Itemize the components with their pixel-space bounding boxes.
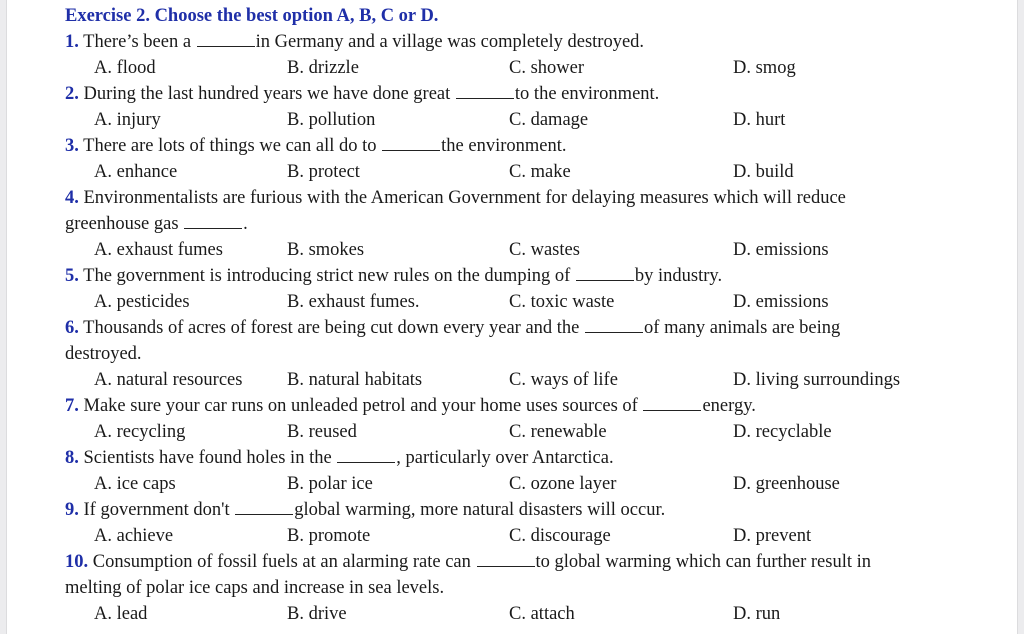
question-number: 4. [65,188,79,208]
question-10-continued: melting of polar ice caps and increase in sea levels. [65,578,445,598]
answer-blank [576,263,634,281]
option-d[interactable]: D. hurt [733,110,786,130]
question-text: There’s been a [83,32,196,52]
question-4 [65,185,965,211]
option-c[interactable]: C. renewable [509,422,607,442]
question-text: There are lots of things we can all do to [83,136,382,156]
option-d[interactable]: D. living surroundings [733,370,901,390]
question-8 [65,445,965,471]
question-text: Environmentalists are furious with the American Government for delaying measures which will reduce [83,188,846,208]
option-c[interactable]: C. toxic waste [509,292,615,312]
option-a[interactable]: A. recycling [94,422,186,442]
left-border [0,0,7,634]
question-number: 2. [65,84,79,104]
question-number: 5. [65,266,79,286]
option-b[interactable]: B. smokes [287,240,365,260]
option-c[interactable]: C. attach [509,604,575,624]
question-text: , particularly over Antarctica. [396,448,614,468]
option-d[interactable]: D. prevent [733,526,812,546]
option-d[interactable]: D. emissions [733,240,829,260]
question-text: If government don't [83,500,235,520]
question-text: During the last hundred years we have done great [83,84,455,104]
question-number: 6. [65,318,79,338]
options-row-4 [65,237,965,263]
option-a[interactable]: A. natural resources [94,370,243,390]
question-text: to the environment. [514,84,660,104]
option-a[interactable]: A. flood [94,58,156,78]
option-c[interactable]: C. wastes [509,240,580,260]
options-row-10 [65,601,965,627]
option-a[interactable]: A. exhaust fumes [94,240,223,260]
answer-blank [585,315,643,333]
question-text: Consumption of fossil fuels at an alarming rate can [92,552,476,572]
option-a[interactable]: A. pesticides [94,292,190,312]
option-b[interactable]: B. reused [287,422,357,442]
question-9 [65,497,965,523]
question-6 [65,315,965,341]
option-d[interactable]: D. smog [733,58,796,78]
option-b[interactable]: B. promote [287,526,371,546]
option-c[interactable]: C. ways of life [509,370,618,390]
option-a[interactable]: A. achieve [94,526,174,546]
question-number: 9. [65,500,79,520]
question-text: of many animals are being [644,318,841,338]
question-number: 8. [65,448,79,468]
question-1 [65,29,965,55]
question-4-continued [65,211,965,237]
options-row-7 [65,419,965,445]
option-b[interactable]: B. natural habitats [287,370,423,390]
option-b[interactable]: B. exhaust fumes. [287,292,420,312]
question-text: Thousands of acres of forest are being cut down every year and the [83,318,585,338]
option-c[interactable]: C. discourage [509,526,611,546]
option-c[interactable]: C. make [509,162,571,182]
answer-blank [382,133,440,151]
answer-blank [643,393,701,411]
option-b[interactable]: B. polar ice [287,474,373,494]
option-b[interactable]: B. protect [287,162,360,182]
question-text: the environment. [441,136,567,156]
question-text: in Germany and a village was completely destroyed. [255,32,645,52]
question-text: by industry. [634,266,723,286]
options-row-5 [65,289,965,315]
question-text: to global warming which can further result in [535,552,871,572]
question-number: 3. [65,136,79,156]
question-2 [65,81,965,107]
question-text: . [243,214,248,234]
question-number: 7. [65,396,79,416]
question-6-continued: destroyed. [65,344,142,364]
option-a[interactable]: A. enhance [94,162,178,182]
question-text: The government is introducing strict new rules on the dumping of [83,266,575,286]
option-b[interactable]: B. pollution [287,110,376,130]
question-text: Scientists have found holes in the [83,448,337,468]
option-c[interactable]: C. ozone layer [509,474,617,494]
option-d[interactable]: D. recyclable [733,422,832,442]
right-border [1017,0,1024,634]
answer-blank [184,211,242,229]
answer-blank [477,549,535,567]
option-d[interactable]: D. run [733,604,781,624]
question-7 [65,393,965,419]
question-3 [65,133,965,159]
answer-blank [456,81,514,99]
question-text: greenhouse gas [65,214,184,234]
answer-blank [337,445,395,463]
option-c[interactable]: C. shower [509,58,585,78]
option-a[interactable]: A. ice caps [94,474,176,494]
options-row-9 [65,523,965,549]
options-row-1 [65,55,965,81]
option-b[interactable]: B. drive [287,604,347,624]
option-d[interactable]: D. emissions [733,292,829,312]
question-text: energy. [702,396,756,416]
options-row-6 [65,367,965,393]
option-a[interactable]: A. injury [94,110,161,130]
option-d[interactable]: D. build [733,162,794,182]
answer-blank [235,497,293,515]
option-b[interactable]: B. drizzle [287,58,359,78]
option-a[interactable]: A. lead [94,604,148,624]
question-number: 10. [65,552,89,572]
options-row-8 [65,471,965,497]
question-10 [65,549,965,575]
options-row-2 [65,107,965,133]
exercise-document [65,3,965,627]
options-row-3 [65,159,965,185]
question-number: 1. [65,32,79,52]
option-c[interactable]: C. damage [509,110,589,130]
question-text: Make sure your car runs on unleaded petrol and your home uses sources of [83,396,643,416]
option-d[interactable]: D. greenhouse [733,474,840,494]
question-5 [65,263,965,289]
answer-blank [197,29,255,47]
question-text: global warming, more natural disasters will occur. [294,500,666,520]
exercise-title: Exercise 2. Choose the best option A, B, C or D. [65,6,439,26]
